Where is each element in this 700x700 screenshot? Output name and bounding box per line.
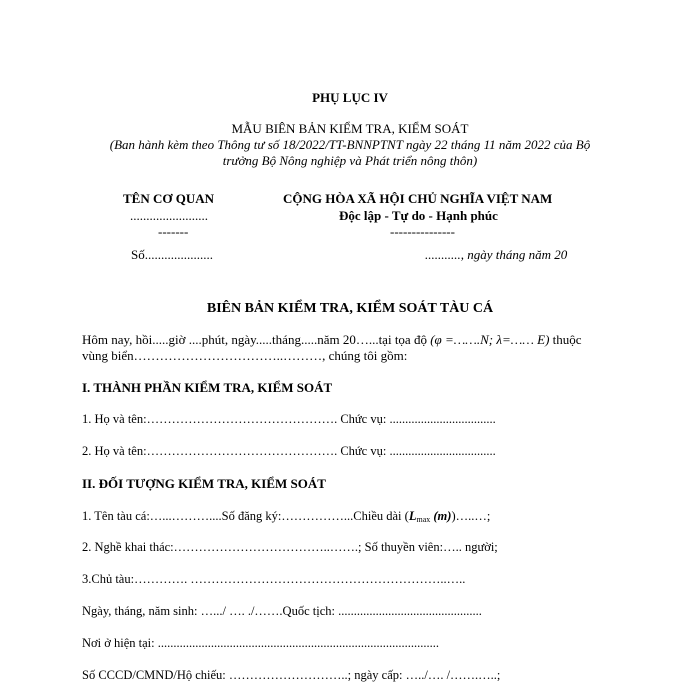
section2-heading: II. ĐỐI TƯỢNG KIỂM TRA, KIỂM SOÁT: [82, 476, 326, 491]
birthdate-row: Ngày, tháng, năm sinh: ….../ …. ./…….Quốc tịch: ..............................................: [82, 604, 482, 618]
ship-info-row: 1. Tên tàu cá:…...………....Số đăng ký:……………...Chiều dài ($L_{max}$ (m))…..…;: [82, 509, 491, 524]
fishing-job-row: 2. Nghề khai thác:………………………………..…….; Số thuyền viên:….. người;: [82, 540, 498, 554]
form-title: MẪU BIÊN BẢN KIỂM TRA, KIỂM SOÁT: [231, 121, 469, 136]
agency-title: TÊN CƠ QUAN: [123, 191, 215, 206]
inspector-row-1: 1. Họ và tên:………………………………………. Chức vụ: ..................................: [82, 412, 496, 426]
address-row: Nơi ở hiện tại: ..........................................................................................: [82, 636, 439, 650]
issued-note-line1: (Ban hành kèm theo Thông tư số 18/2022/TT-BNNPTNT ngày 22 tháng 11 năm 2022 của Bộ: [109, 137, 591, 152]
national-motto: Độc lập - Tự do - Hạnh phúc: [339, 208, 498, 223]
issued-note-line2: trưởng Bộ Nông nghiệp và Phát triển nông thôn): [222, 153, 478, 168]
document-number: Số.....................: [131, 247, 213, 262]
coordinates-field: (φ =…….N; λ=…… E): [430, 332, 550, 347]
ship-owner-row: 3.Chủ tàu:…………. ……………………………………………………..…..: [82, 572, 466, 586]
motto-divider: ---------------: [390, 224, 455, 239]
agency-name-dots: ........................: [130, 208, 208, 223]
intro-line1: Hôm nay, hồi.....giờ ....phút, ngày.....tháng.....năm 20…...tại tọa độ (φ =…….N; λ=…… E) thuộc: [82, 332, 582, 347]
id-number-row: Số CCCD/CMND/Hộ chiếu: ………………………..; ngày cấp: …../…. /…….…..;: [82, 668, 501, 682]
document-date: ..........., ngày tháng năm 20: [425, 247, 568, 262]
inspector-row-2: 2. Họ và tên:………………………………………. Chức vụ: ..................................: [82, 444, 496, 458]
appendix-label: PHỤ LỤC IV: [312, 90, 388, 105]
section1-heading: I. THÀNH PHẦN KIỂM TRA, KIỂM SOÁT: [82, 380, 333, 395]
intro-line2: vùng biển……………………………..………, chúng tôi gồm:: [82, 348, 408, 363]
document-title: BIÊN BẢN KIỂM TRA, KIỂM SOÁT TÀU CÁ: [206, 301, 494, 316]
republic-title: CỘNG HÒA XÃ HỘI CHỦ NGHĨA VIỆT NAM: [283, 191, 553, 206]
agency-divider: -------: [158, 224, 189, 239]
